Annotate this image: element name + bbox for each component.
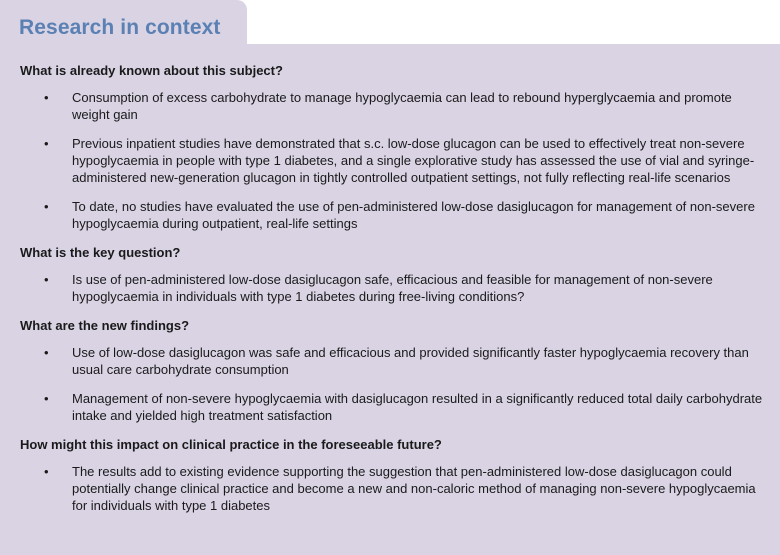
list-item [20, 135, 770, 186]
list-item [20, 198, 770, 232]
section-heading: What is already known about this subject? [20, 63, 283, 78]
bullet-list [20, 271, 770, 305]
bullet-icon: • [44, 464, 49, 479]
section-key-question [20, 244, 770, 305]
list-item [20, 271, 770, 305]
section-heading: How might this impact on clinical practice in the foreseeable future? [20, 437, 442, 452]
bullet-icon: • [44, 136, 49, 151]
list-item [20, 390, 770, 424]
list-item-text: Is use of pen-administered low-dose dasiglucagon safe, efficacious and feasible for management of non-severe hypoglycaemia in individuals with type 1 diabetes during free-living conditions? [72, 272, 713, 304]
box-title: Research in context [19, 16, 221, 39]
list-item-text: Management of non-severe hypoglycaemia with dasiglucagon resulted in a significantly reduced total daily carbohydrate intake and yielded high treatment satisfaction [72, 391, 763, 423]
list-item [20, 89, 770, 123]
bullet-list [20, 89, 770, 232]
list-item-text: The results add to existing evidence supporting the suggestion that pen-administered low-dose dasiglucagon could potentially change clinical practice and become a new and non-caloric method of managing non-severe hypoglycaemia for individuals with type 1 diabetes [72, 464, 756, 513]
section-new-findings [20, 317, 770, 424]
list-item [20, 463, 770, 514]
bullet-icon: • [44, 272, 49, 287]
title-tab [0, 0, 247, 48]
section-heading: What are the new findings? [20, 318, 190, 333]
list-item-text: Consumption of excess carbohydrate to manage hypoglycaemia can lead to rebound hyperglycaemia and promote weight gain [72, 90, 732, 122]
bullet-icon: • [44, 90, 49, 105]
section-heading: What is the key question? [20, 245, 181, 260]
section-known [20, 62, 770, 232]
list-item-text: To date, no studies have evaluated the use of pen-administered low-dose dasiglucagon for management of non-severe hypoglycaemia during outpatient, real-life settings [72, 199, 755, 231]
bullet-icon: • [44, 345, 49, 360]
bullet-list [20, 344, 770, 424]
list-item [20, 344, 770, 378]
list-item-text: Use of low-dose dasiglucagon was safe and efficacious and provided significantly faster hypoglycaemia recovery than usual care carbohydrate consumption [72, 345, 749, 377]
list-item-text: Previous inpatient studies have demonstrated that s.c. low-dose glucagon can be used to effectively treat non-severe hypoglycaemia in people with type 1 diabetes, and a single explorative study has assessed the use of vial and syringe-administered new-generation glucagon in tightly controlled outpatient settings, not fully reflecting real-life scenarios [72, 136, 755, 185]
bullet-icon: • [44, 199, 49, 214]
section-clinical-impact [20, 436, 770, 514]
bullet-icon: • [44, 391, 49, 406]
content-area [20, 62, 770, 526]
bullet-list [20, 463, 770, 514]
